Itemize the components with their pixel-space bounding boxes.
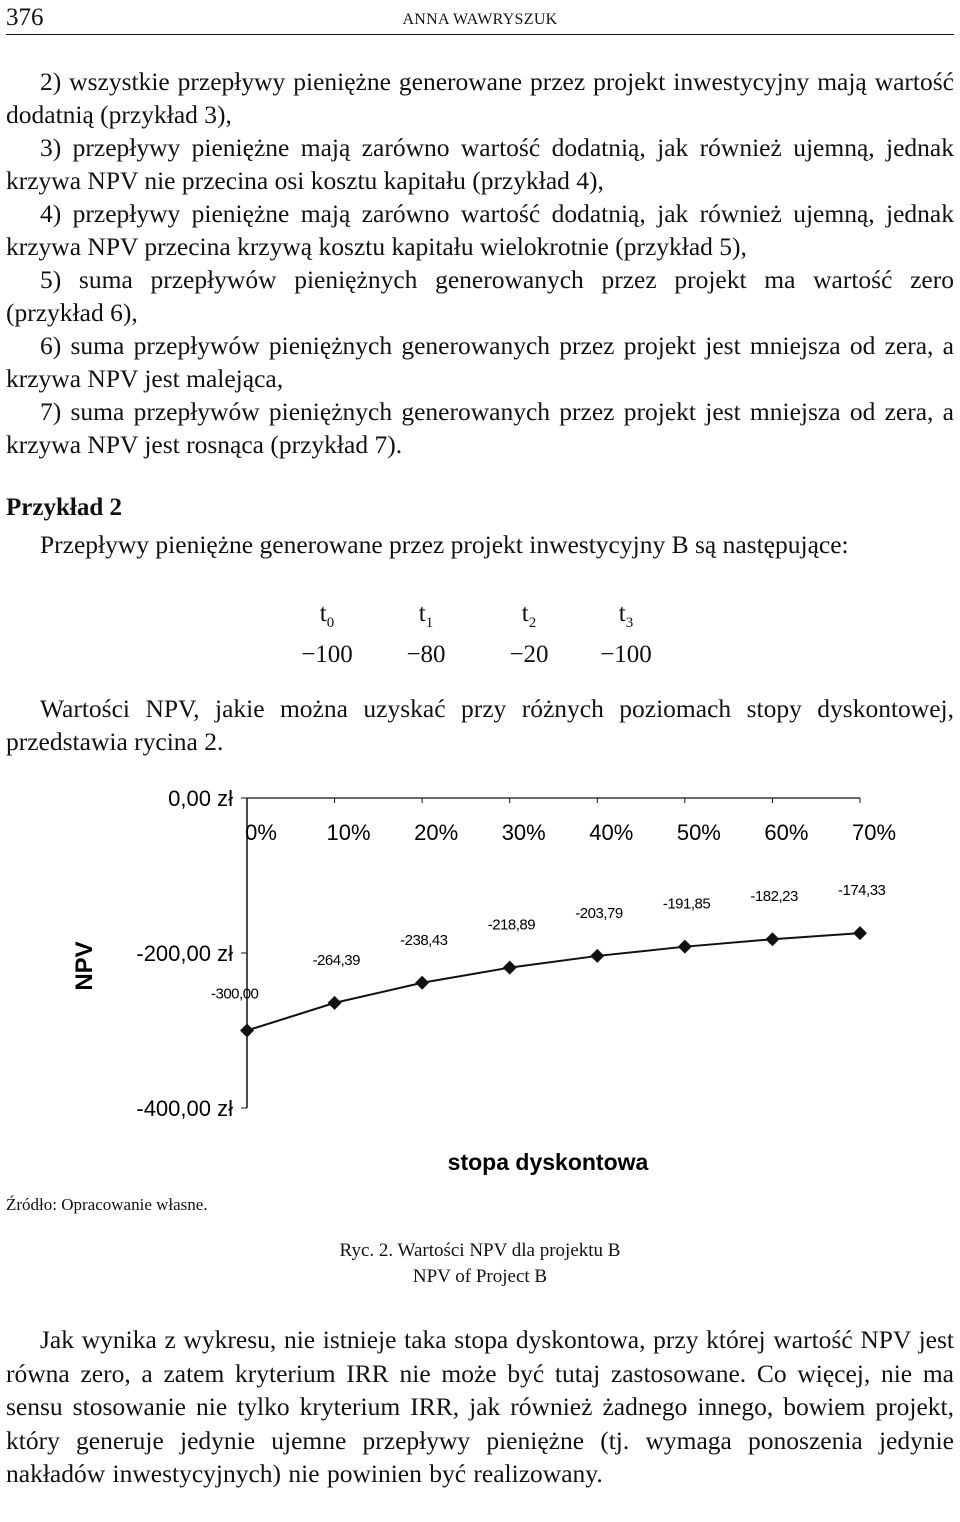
list-item: 7) suma przepływów pieniężnych generowanych przez projekt jest mniejsza od zera, a krzywa NPV jest rosnąca (przykład 7). bbox=[6, 397, 954, 459]
cash-flow-value: −20 bbox=[509, 641, 549, 668]
x-tick-label: 10% bbox=[326, 820, 371, 845]
period-index: 3 bbox=[625, 615, 634, 631]
caption-english: NPV of Project B bbox=[412, 1266, 548, 1287]
data-label: -182,23 bbox=[750, 888, 798, 906]
intro-list bbox=[6, 65, 954, 461]
figure-caption bbox=[0, 1238, 960, 1290]
data-point-marker bbox=[678, 940, 692, 954]
x-tick-label: 30% bbox=[501, 820, 546, 845]
y-tick-label: -200,00 zł bbox=[136, 941, 233, 966]
x-tick-label: 70% bbox=[851, 820, 897, 845]
list-item: 3) przepływy pieniężne mają zarówno wartość dodatnią, jak również ujemną, jednak krzywa NPV nie przecina osi kosztu kapitału (przykład 4), bbox=[6, 133, 954, 195]
period-label: t bbox=[521, 600, 529, 627]
plot-area bbox=[136, 786, 896, 1121]
running-head-author: ANNA WAWRYSZUK bbox=[402, 11, 558, 28]
data-label: -264,39 bbox=[312, 951, 360, 969]
y-tick-label: -400,00 zł bbox=[136, 1096, 233, 1121]
x-tick-label: 20% bbox=[414, 820, 459, 845]
cash-flow-value: −100 bbox=[600, 641, 652, 668]
page-number: 376 bbox=[6, 4, 44, 31]
source-note: Źródło: Opracowanie własne. bbox=[6, 1195, 208, 1214]
y-tick-label: 0,00 zł bbox=[168, 786, 233, 811]
x-tick-label: 60% bbox=[764, 820, 809, 845]
data-label: -238,43 bbox=[400, 931, 448, 949]
caption-polish: Ryc. 2. Wartości NPV dla projektu B bbox=[339, 1240, 621, 1261]
data-label: -218,89 bbox=[487, 916, 536, 934]
x-tick-label: 0% bbox=[245, 820, 277, 845]
data-label: -191,85 bbox=[662, 895, 711, 913]
conclusion bbox=[6, 1323, 954, 1491]
x-axis-label: stopa dyskontowa bbox=[447, 1149, 649, 1175]
period-index: 2 bbox=[528, 615, 537, 631]
conclusion-text: Jak wynika z wykresu, nie istnieje taka stopa dyskontowa, przy której wartość NPV jest równa zero, a zatem kryterium IRR nie może być tutaj zastosowane. Co więcej, nie ma sensu stosowanie nie tylko kryterium IRR, jak również żadnego innego, bowiem projekt, który generuje jedynie ujemne przepływy pieniężne (tj. wymaga ponoszenia jedynie nakładów inwestycyjnych) nie powinien być realizowany. bbox=[6, 1325, 954, 1488]
example-lead bbox=[6, 528, 954, 561]
data-point-marker bbox=[415, 976, 429, 990]
data-point-marker bbox=[328, 996, 342, 1010]
x-tick-label: 40% bbox=[589, 820, 634, 845]
list-item: 2) wszystkie przepływy pieniężne generowane przez projekt inwestycyjny mają wartość dodatnią (przykład 3), bbox=[6, 67, 954, 129]
period-index: 1 bbox=[425, 615, 434, 631]
example-lead-text: Przepływy pieniężne generowane przez projekt inwestycyjny B są następujące: bbox=[40, 530, 849, 559]
data-point-marker bbox=[590, 949, 604, 963]
cash-flow-col bbox=[581, 598, 671, 671]
period-label: t bbox=[618, 600, 626, 627]
cash-flow-col bbox=[484, 598, 574, 671]
data-label: -203,79 bbox=[575, 904, 623, 922]
example-after bbox=[6, 692, 954, 758]
list-item: 4) przepływy pieniężne mają zarówno wartość dodatnią, jak również ujemną, jednak krzywa NPV przecina krzywą kosztu kapitału wielokrotnie (przykład 5), bbox=[6, 199, 954, 261]
data-point-marker bbox=[765, 932, 779, 946]
example-after-text: Wartości NPV, jakie można uzyskać przy różnych poziomach stopy dyskontowej, przedstawia rycina 2. bbox=[6, 694, 954, 756]
page-header bbox=[6, 4, 954, 35]
data-point-marker bbox=[853, 926, 867, 940]
period-label: t bbox=[319, 600, 327, 627]
list-item: 6) suma przepływów pieniężnych generowanych przez projekt jest mniejsza od zera, a krzywa NPV jest malejąca, bbox=[6, 331, 954, 393]
data-label: -300,00 bbox=[211, 985, 259, 1003]
y-axis-label: NPV bbox=[71, 941, 98, 991]
cash-flow-col bbox=[282, 598, 372, 671]
cash-flow-col bbox=[381, 598, 471, 671]
data-label: -174,33 bbox=[838, 882, 886, 900]
npv-chart bbox=[0, 778, 960, 1188]
cash-flow-value: −80 bbox=[406, 641, 446, 668]
period-index: 0 bbox=[326, 615, 335, 631]
data-point-marker bbox=[503, 961, 517, 975]
list-item: 5) suma przepływów pieniężnych generowanych przez projekt ma wartość zero (przykład 6), bbox=[6, 265, 954, 327]
data-point-marker bbox=[240, 1024, 254, 1038]
x-tick-label: 50% bbox=[676, 820, 721, 845]
npv-series-line bbox=[247, 933, 860, 1030]
period-label: t bbox=[418, 600, 426, 627]
cash-flow-value: −100 bbox=[301, 641, 353, 668]
example-heading: Przykład 2 bbox=[6, 494, 122, 521]
